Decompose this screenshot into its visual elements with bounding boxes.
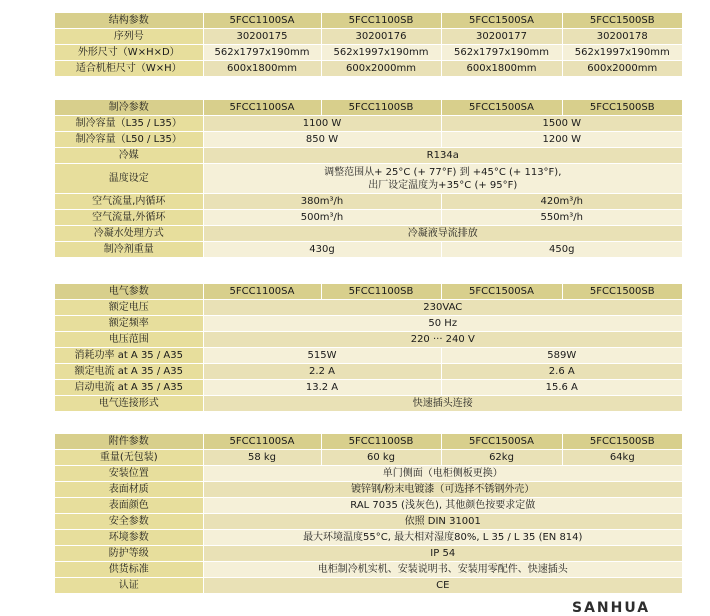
table-row [55, 482, 682, 498]
cell-value: 1200 W [441, 132, 682, 148]
cell-value: 550m³/h [441, 210, 682, 226]
cell-value: 562x1797x190mm [441, 45, 562, 61]
cell-value: 镀锌钢/粉末电镀漆（可选择不锈钢外壳） [203, 482, 682, 498]
table-header-row [55, 100, 682, 116]
row-label: 供货标准 [55, 562, 203, 578]
cell-value: 60 kg [321, 450, 441, 466]
table-row [55, 210, 682, 226]
brand-logo-text: SANHUA [572, 600, 651, 616]
header-model: 5FCC1500SA [441, 13, 562, 29]
table-row [55, 45, 682, 61]
temp-range-text: 调整范围从+ 25°C (+ 77°F) 到 +45°C (+ 113°F), [324, 166, 562, 178]
row-label: 表面颜色 [55, 498, 203, 514]
cell-value [203, 164, 682, 194]
cell-value: 589W [441, 348, 682, 364]
cell-value: 500m³/h [203, 210, 441, 226]
cell-value: 30200176 [321, 29, 441, 45]
row-label: 外形尺寸（W×H×D） [55, 45, 203, 61]
cell-value: 30200175 [203, 29, 321, 45]
table-row [55, 132, 682, 148]
header-model: 5FCC1500SB [562, 284, 682, 300]
header-model: 5FCC1500SA [441, 434, 562, 450]
cell-value: 515W [203, 348, 441, 364]
cell-value: 600x1800mm [203, 61, 321, 77]
row-label: 认证 [55, 578, 203, 594]
table-row [55, 578, 682, 594]
table-row [55, 29, 682, 45]
header-label: 结构参数 [55, 13, 203, 29]
cell-value: 1500 W [441, 116, 682, 132]
header-model: 5FCC1500SA [441, 284, 562, 300]
table-header-row [55, 13, 682, 29]
cell-value: 600x2000mm [562, 61, 682, 77]
header-model: 5FCC1100SB [321, 284, 441, 300]
cell-value: RAL 7035 (浅灰色), 其他颜色按要求定做 [203, 498, 682, 514]
table-row [55, 530, 682, 546]
table-row [55, 242, 682, 258]
cell-value: 562x1997x190mm [562, 45, 682, 61]
row-label: 额定频率 [55, 316, 203, 332]
row-label: 环境参数 [55, 530, 203, 546]
header-model: 5FCC1500SB [562, 100, 682, 116]
table-row [55, 300, 682, 316]
row-label: 表面材质 [55, 482, 203, 498]
table-row [55, 364, 682, 380]
cell-value: 600x1800mm [441, 61, 562, 77]
header-model: 5FCC1100SB [321, 100, 441, 116]
cell-value: 单门侧面（电柜侧板更换） [203, 466, 682, 482]
cell-value: 562x1997x190mm [321, 45, 441, 61]
table-row [55, 546, 682, 562]
table-row [55, 514, 682, 530]
row-label: 电压范围 [55, 332, 203, 348]
table-row [55, 61, 682, 77]
cell-value: 380m³/h [203, 194, 441, 210]
table-row [55, 380, 682, 396]
cell-value: 30200178 [562, 29, 682, 45]
cell-value: 850 W [203, 132, 441, 148]
cell-value: 562x1797x190mm [203, 45, 321, 61]
cell-value: 600x2000mm [321, 61, 441, 77]
cell-value: 430g [203, 242, 441, 258]
table-row [55, 316, 682, 332]
row-label: 温度设定 [55, 164, 203, 194]
header-label: 制冷参数 [55, 100, 203, 116]
table-row [55, 466, 682, 482]
header-model: 5FCC1100SA [203, 13, 321, 29]
cell-value: 62kg [441, 450, 562, 466]
accessories-table [55, 434, 682, 594]
row-label: 额定电压 [55, 300, 203, 316]
cell-value: 最大环境温度55°C, 最大相对湿度80%, L 35 / L 35 (EN 814) [203, 530, 682, 546]
cell-value: 15.6 A [441, 380, 682, 396]
row-label: 制冷容量（L50 / L35） [55, 132, 203, 148]
row-label: 序列号 [55, 29, 203, 45]
cell-value: 420m³/h [441, 194, 682, 210]
header-model: 5FCC1500SA [441, 100, 562, 116]
table-header-row [55, 434, 682, 450]
structure-table [55, 13, 682, 77]
row-label: 重量(无包装) [55, 450, 203, 466]
row-label: 电气连接形式 [55, 396, 203, 412]
row-label: 制冷容量（L35 / L35） [55, 116, 203, 132]
header-model: 5FCC1100SA [203, 100, 321, 116]
row-label: 冷凝水处理方式 [55, 226, 203, 242]
electrical-table [55, 284, 682, 412]
table-row [55, 116, 682, 132]
row-label: 防护等级 [55, 546, 203, 562]
cell-value: 依照 DIN 31001 [203, 514, 682, 530]
table-row [55, 226, 682, 242]
header-model: 5FCC1500SB [562, 13, 682, 29]
cell-value: CE [203, 578, 682, 594]
header-label: 附件参数 [55, 434, 203, 450]
cell-value: R134a [203, 148, 682, 164]
table-header-row [55, 284, 682, 300]
row-label: 额定电流 at A 35 / A35 [55, 364, 203, 380]
table-row [55, 562, 682, 578]
header-model: 5FCC1100SA [203, 284, 321, 300]
row-label: 安全参数 [55, 514, 203, 530]
temp-default-text: 出厂设定温度为+35°C (+ 95°F) [368, 179, 518, 191]
cell-value: 50 Hz [203, 316, 682, 332]
row-label: 空气流量,内循环 [55, 194, 203, 210]
cell-value: 220 ··· 240 V [203, 332, 682, 348]
cell-value: 冷凝液导流排放 [203, 226, 682, 242]
header-model: 5FCC1100SA [203, 434, 321, 450]
table-row [55, 348, 682, 364]
table-row [55, 148, 682, 164]
table-row [55, 396, 682, 412]
header-model: 5FCC1100SB [321, 13, 441, 29]
header-model: 5FCC1100SB [321, 434, 441, 450]
row-label: 冷媒 [55, 148, 203, 164]
table-row [55, 450, 682, 466]
cell-value: 450g [441, 242, 682, 258]
cell-value: 快速插头连接 [203, 396, 682, 412]
row-label: 启动电流 at A 35 / A35 [55, 380, 203, 396]
cell-value: 230VAC [203, 300, 682, 316]
table-row [55, 164, 682, 194]
row-label: 空气流量,外循环 [55, 210, 203, 226]
cell-value: 2.6 A [441, 364, 682, 380]
cooling-table [55, 100, 682, 258]
cell-value: 58 kg [203, 450, 321, 466]
header-model: 5FCC1500SB [562, 434, 682, 450]
cell-value: IP 54 [203, 546, 682, 562]
row-label: 制冷剂重量 [55, 242, 203, 258]
table-row [55, 498, 682, 514]
cell-value: 电柜制冷机实机、安装说明书、安装用零配件、快速插头 [203, 562, 682, 578]
table-row [55, 194, 682, 210]
table-row [55, 332, 682, 348]
cell-value: 1100 W [203, 116, 441, 132]
row-label: 适合机柜尺寸（W×H） [55, 61, 203, 77]
cell-value: 64kg [562, 450, 682, 466]
row-label: 消耗功率 at A 35 / A35 [55, 348, 203, 364]
header-label: 电气参数 [55, 284, 203, 300]
row-label: 安装位置 [55, 466, 203, 482]
cell-value: 2.2 A [203, 364, 441, 380]
cell-value: 13.2 A [203, 380, 441, 396]
cell-value: 30200177 [441, 29, 562, 45]
